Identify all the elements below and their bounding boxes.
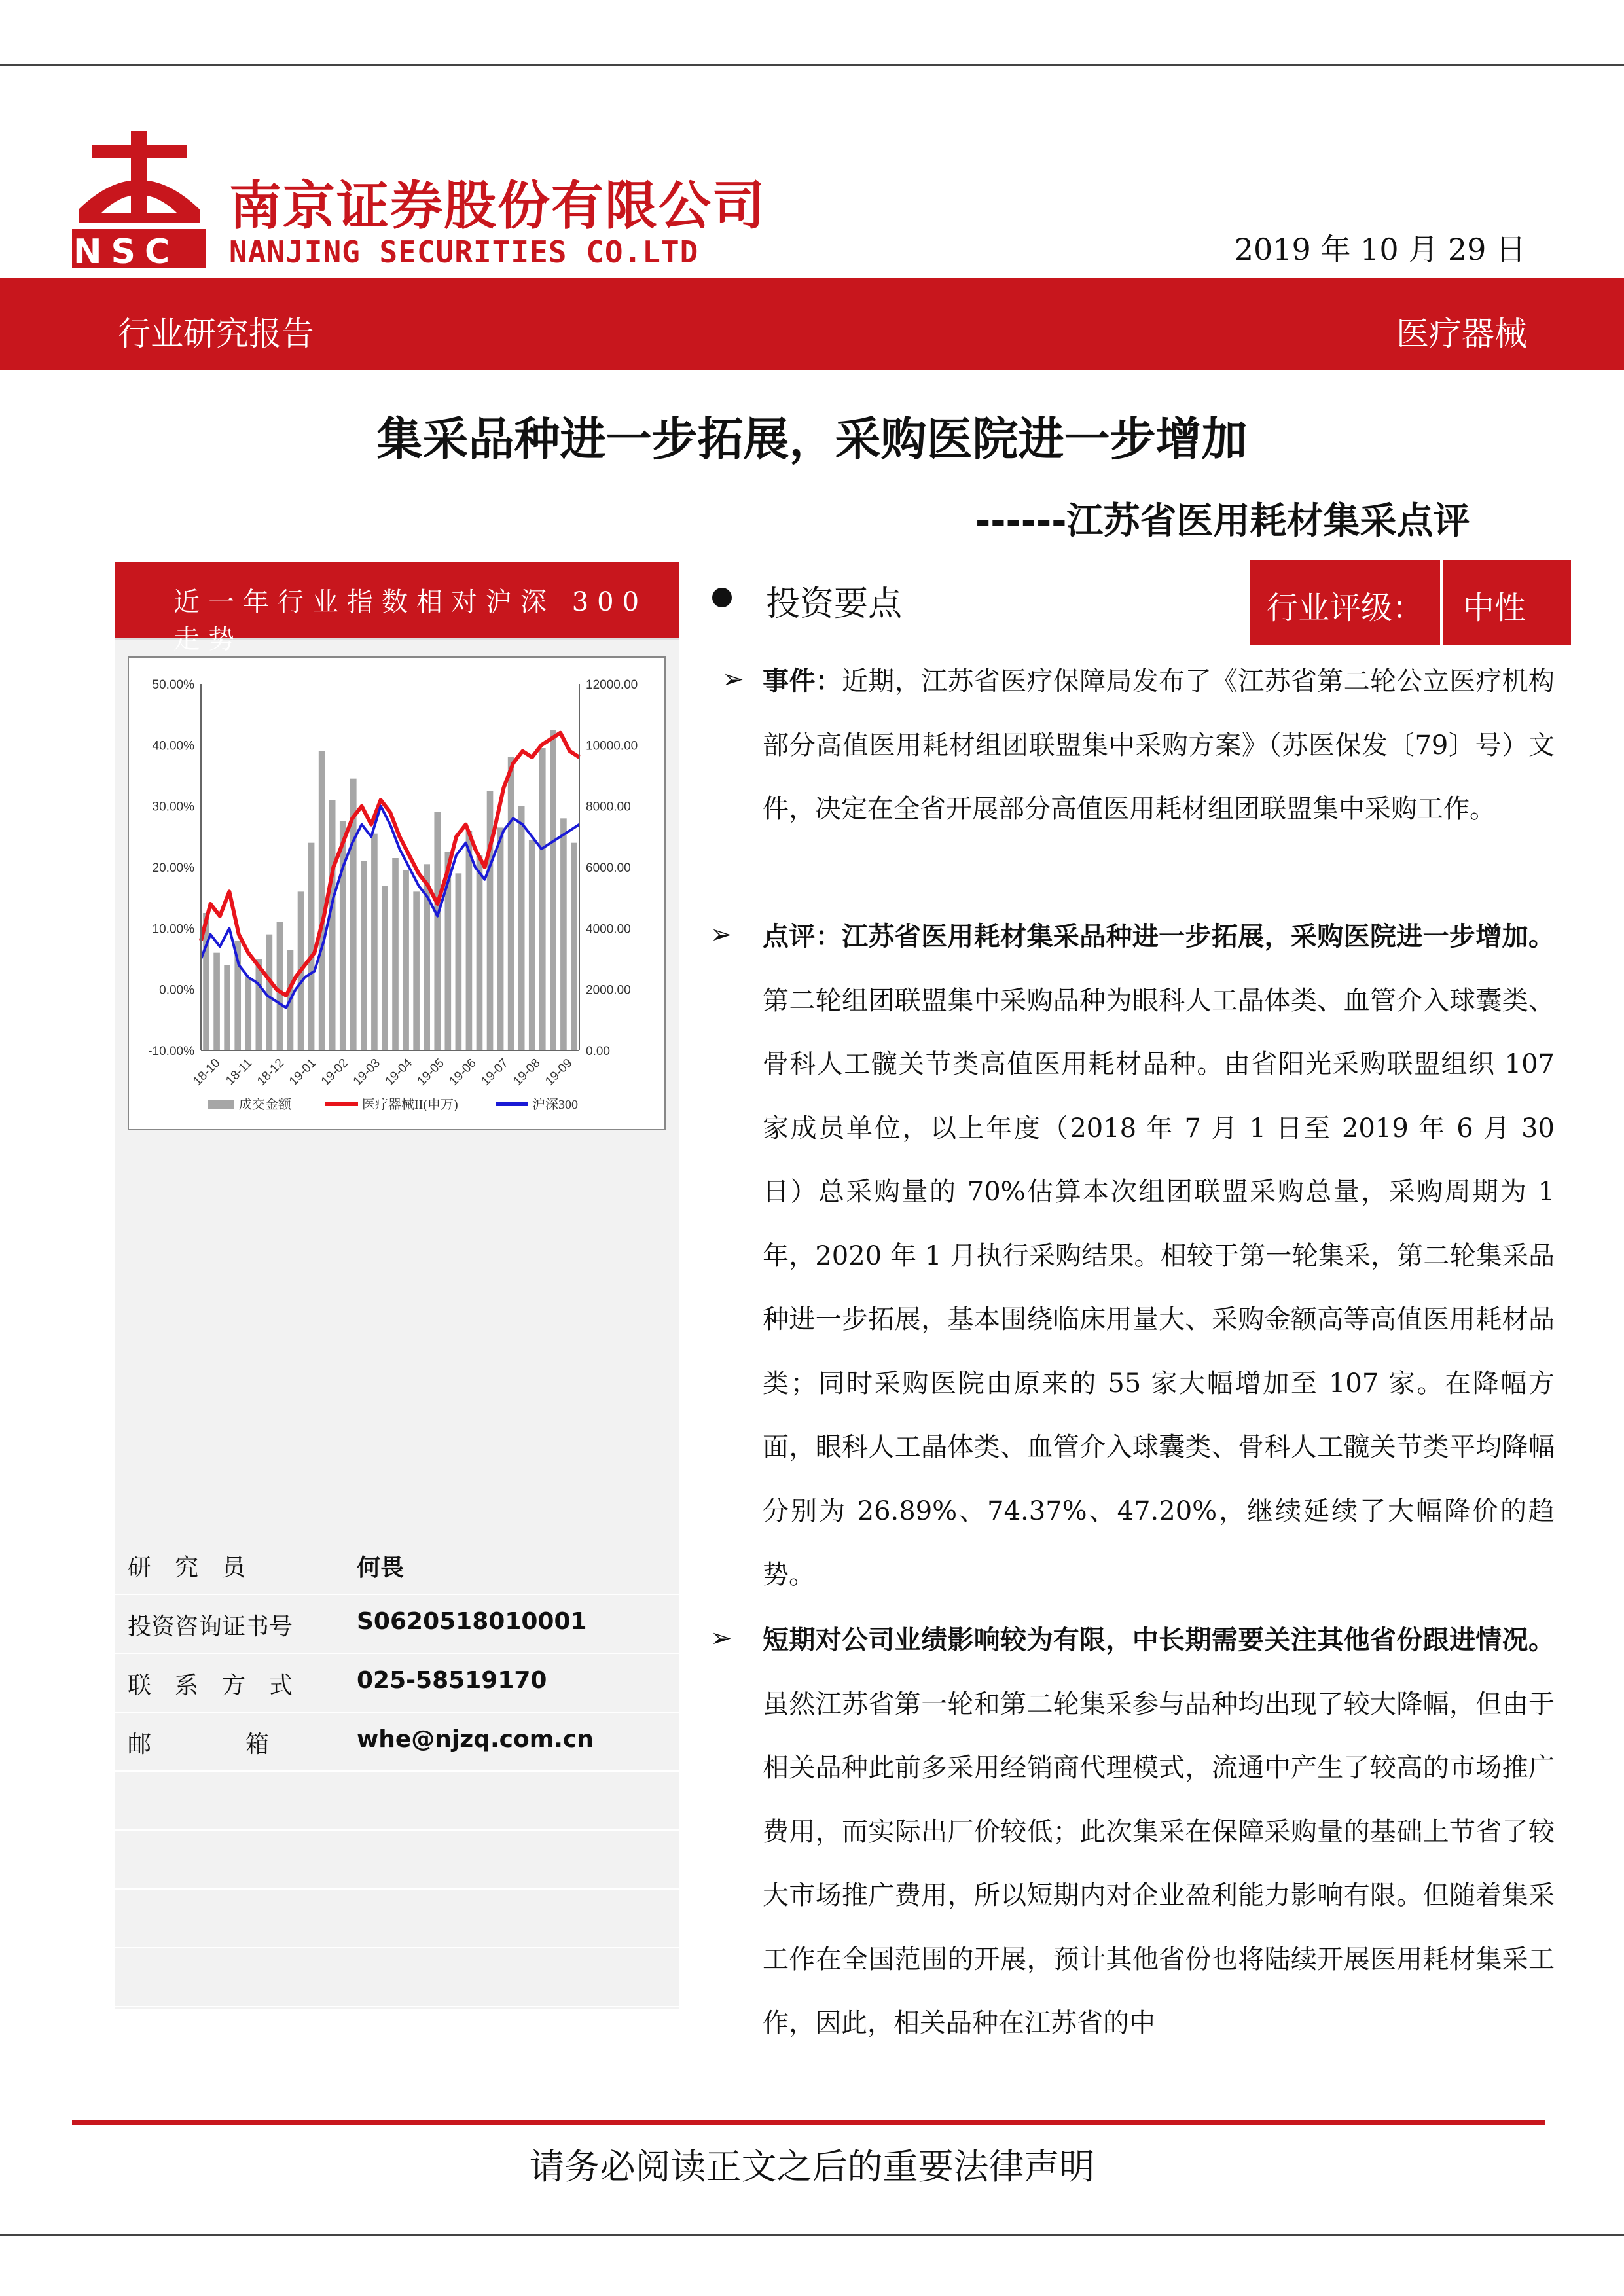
investment-heading: 投资要点 <box>766 584 903 624</box>
volume-bar <box>255 959 262 1050</box>
contact-row <box>115 1653 679 1713</box>
company-name-en: NANJING SECURITIES CO.LTD <box>229 234 699 270</box>
y-right-tick-label: 10000.00 <box>586 739 638 753</box>
volume-bar <box>529 840 535 1050</box>
chart-frame <box>128 656 666 1130</box>
license-row <box>115 1594 679 1654</box>
volume-bar <box>508 757 514 1050</box>
y-right-tick-label: 2000.00 <box>586 983 631 997</box>
industry-name: 医疗器械 <box>1396 315 1527 353</box>
footer-rule <box>72 2120 1545 2125</box>
analyst-value: 何畏 <box>357 1554 405 1581</box>
volume-bar <box>224 965 230 1050</box>
email-value[interactable]: whe@njzq.com.cn <box>357 1726 594 1753</box>
report-type: 行业研究报告 <box>118 315 314 353</box>
chart-title-bar <box>115 562 679 655</box>
legend-label: 成交金额 <box>239 1098 291 1112</box>
y-right-tick-label: 8000.00 <box>586 800 631 814</box>
volume-bar <box>466 831 473 1050</box>
analyst-label: 研 究 员 <box>128 1554 246 1581</box>
chart-title: 近一年行业指数相对沪深 300 走势 <box>173 587 648 655</box>
volume-bar <box>371 834 378 1050</box>
email-row <box>115 1712 679 1772</box>
volume-bar <box>277 922 283 1050</box>
y-right-tick-label: 12000.00 <box>586 678 638 692</box>
legend-label: 沪深300 <box>532 1098 578 1112</box>
empty-row <box>115 1888 679 1948</box>
rating-divider <box>1440 560 1443 645</box>
contact-label: 联 系 方 式 <box>128 1672 293 1699</box>
legend-label: 医疗器械II(申万) <box>362 1098 458 1112</box>
volume-bar <box>550 730 556 1050</box>
x-tick-label: 19-09 <box>543 1056 575 1088</box>
x-tick-label: 19-08 <box>511 1056 543 1088</box>
report-date: 2019 年 10 月 29 日 <box>1234 232 1526 267</box>
y-left-tick-label: 30.00% <box>152 800 194 814</box>
arrow-bullet-icon: ➢ <box>722 664 744 694</box>
volume-bar <box>539 748 546 1050</box>
volume-bar <box>497 827 504 1050</box>
y-right-tick-label: 4000.00 <box>586 922 631 937</box>
page-subtitle: ------江苏省医用耗材集采点评 <box>975 500 1470 543</box>
legend-swatch <box>208 1100 234 1109</box>
y-left-tick-label: 0.00% <box>159 983 194 997</box>
paragraph-impact <box>763 1609 1555 2056</box>
x-tick-label: 19-07 <box>478 1056 511 1088</box>
x-tick-label: 18-12 <box>255 1056 287 1088</box>
arrow-bullet-icon: ➢ <box>710 920 732 950</box>
volume-bar <box>571 843 577 1050</box>
x-tick-label: 19-05 <box>414 1056 447 1088</box>
x-tick-label: 19-04 <box>382 1056 415 1088</box>
license-label: 投资咨询证书号 <box>128 1613 293 1640</box>
y-left-tick-label: 40.00% <box>152 739 194 753</box>
x-tick-label: 19-03 <box>350 1056 384 1088</box>
volume-bar <box>434 812 441 1050</box>
volume-bar <box>308 843 315 1050</box>
y-right-tick-label: 6000.00 <box>586 861 631 875</box>
analyst-row <box>115 1535 679 1595</box>
empty-row <box>115 1947 679 2007</box>
legal-notice: 请务必阅读正文之后的重要法律声明 <box>529 2146 1095 2187</box>
empty-row <box>115 1770 679 1831</box>
paragraph-event <box>763 650 1555 842</box>
top-rule <box>0 64 1624 66</box>
y-left-tick-label: 20.00% <box>152 861 194 875</box>
volume-bar <box>361 861 367 1050</box>
x-tick-label: 19-02 <box>318 1056 352 1088</box>
paragraph-text: 近期，江苏省医疗保障局发布了《江苏省第二轮公立医疗机构部分高值医用耗材组团联盟集中采购方案》（苏医保发〔79〕号）文件，决定在全省开展部分高值医用耗材组团联盟集中采购工作。 <box>763 666 1555 824</box>
paragraph-text: 第二轮组团联盟集中采购品种为眼科人工晶体类、血管介入球囊类、骨科人工髋关节类高值医用耗材品种。由省阳光采购联盟组织 107 家成员单位，以上年度（2018 年 7 月 1 日至 2019 年 6 月 30 日）总采购量的 70%估算本次组团联盟采购总量，采购周期为 1 年，2020 年 1 月执行采购结果。相较于第一轮集采，第二轮集采品种进一步拓展，基本围绕临床用量大、采购金额高等高值医用耗材品类；同时采购医院由原来的 55 家大幅增加至 107 家。在降幅方面，眼科人工晶体类、血管介入球囊类、骨科人工髋关节类平均降幅分别为 26.89%、74.37%、47.20%，继续延续了大幅降价的趋势。 <box>763 985 1555 1590</box>
x-tick-label: 19-01 <box>287 1056 319 1088</box>
volume-bar <box>456 873 462 1050</box>
volume-bar <box>518 806 525 1050</box>
volume-bar <box>319 751 325 1050</box>
volume-bar <box>340 821 346 1050</box>
y-left-tick-label: 10.00% <box>152 922 194 937</box>
paragraph-lead: 点评：江苏省医用耗材集采品种进一步拓展，采购医院进一步增加。 <box>763 922 1555 952</box>
trend-chart <box>129 658 664 1129</box>
volume-bar <box>487 791 494 1050</box>
volume-bar <box>413 891 420 1050</box>
contact-value: 025-58519170 <box>357 1667 547 1694</box>
paragraph-lead: 短期对公司业绩影响较为有限，中长期需要关注其他省份跟进情况。 <box>763 1625 1555 1655</box>
bottom-rule <box>0 2234 1624 2236</box>
volume-bar <box>245 977 251 1050</box>
rating-label: 行业评级： <box>1267 590 1424 626</box>
paragraph-lead: 事件： <box>763 666 842 696</box>
license-value: S0620518010001 <box>357 1608 587 1635</box>
paragraph-text: 虽然江苏省第一轮和第二轮集采参与品种均出现了较大降幅，但由于相关品种此前多采用经销商代理模式，流通中产生了较高的市场推广费用，而实际出厂价较低；此次集采在保障采购量的基础上节省了较大市场推广费用，所以短期内对企业盈利能力影响有限。但随着集采工作在全国范围的开展，预计其他省份也将陆续开展医用耗材集采工作，因此，相关品种在江苏省的中 <box>763 1689 1555 2038</box>
y-left-tick-label: -10.00% <box>148 1045 194 1058</box>
company-name-cn: 南京证券股份有限公司 <box>229 175 766 236</box>
x-tick-label: 18-10 <box>190 1056 223 1088</box>
volume-bar <box>560 818 567 1050</box>
page-title: 集采品种进一步拓展，采购医院进一步增加 <box>376 412 1248 466</box>
volume-bar <box>403 870 409 1050</box>
bullet-icon <box>712 588 732 607</box>
volume-bar <box>266 935 273 1050</box>
y-right-tick-label: 0.00 <box>586 1045 610 1058</box>
volume-bar <box>392 858 399 1050</box>
volume-bar <box>329 800 336 1050</box>
email-label: 邮 箱 <box>128 1731 270 1758</box>
logo-text: NSC <box>73 232 179 272</box>
arrow-bullet-icon: ➢ <box>710 1623 732 1653</box>
paragraph-comment <box>763 905 1555 1607</box>
x-tick-label: 19-06 <box>446 1056 479 1088</box>
rating-value: 中性 <box>1463 590 1526 626</box>
volume-bar <box>477 855 483 1050</box>
volume-bar <box>382 886 388 1050</box>
empty-row <box>115 1829 679 1890</box>
y-left-tick-label: 50.00% <box>152 678 194 692</box>
volume-bar <box>213 953 220 1050</box>
x-tick-label: 18-11 <box>223 1056 255 1088</box>
